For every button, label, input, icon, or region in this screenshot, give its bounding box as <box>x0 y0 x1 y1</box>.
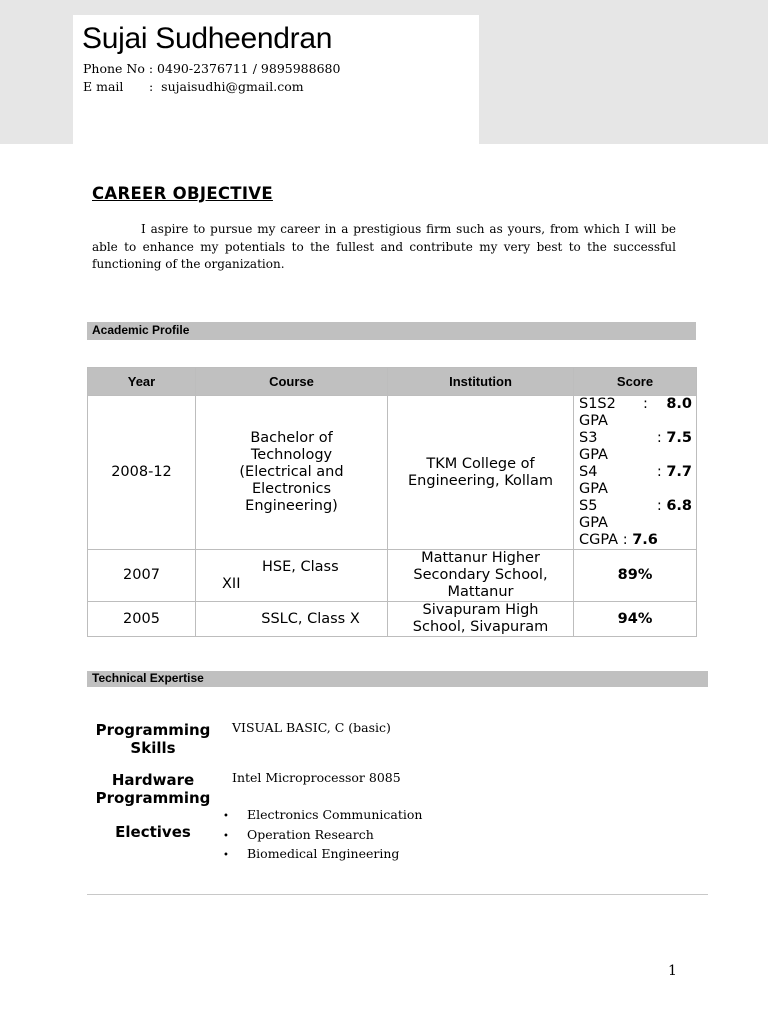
career-objective-text: I aspire to pursue my career in a prestigious firm such as yours, from which I will be able to enhance my potentials to the fullest and contribute my very best to the successful functioning of the organization. <box>92 222 676 271</box>
score-s4: S4 : 7.7 <box>579 464 692 480</box>
course-cell: HSE, Class XII <box>196 550 388 602</box>
score-cgpa: CGPA : 7.6 <box>579 532 658 548</box>
phone-line <box>83 61 340 76</box>
year-cell: 2005 <box>88 602 196 637</box>
bullet-icon: • <box>223 811 229 822</box>
career-objective-title: CAREER OBJECTIVE <box>92 184 273 203</box>
score-cell: 89% <box>574 550 697 602</box>
email-line <box>83 79 304 94</box>
score-cell: S1S2 : 8.0 GPA S3 : 7.5 GPA S4 : 7.7 GPA S5 : 6.8 GPA CGPA : 7.6 <box>574 396 697 550</box>
candidate-name: Sujai Sudheendran <box>82 22 333 55</box>
email-value: sujaisudhi@gmail.com <box>161 79 304 94</box>
phone-label: Phone No : <box>83 61 154 76</box>
table-header-row <box>88 368 697 396</box>
column-header-score: Score <box>574 368 697 396</box>
score-s1s2: S1S2 : 8.0 <box>579 396 692 412</box>
year-cell: 2007 <box>88 550 196 602</box>
academic-table <box>87 367 697 637</box>
page-number: 1 <box>668 963 677 979</box>
column-header-institution: Institution <box>388 368 574 396</box>
table-row <box>88 602 697 637</box>
column-header-course: Course <box>196 368 388 396</box>
electives-list <box>223 805 422 864</box>
programming-skills-value: VISUAL BASIC, C (basic) <box>232 720 391 735</box>
bullet-icon: • <box>223 850 229 861</box>
score-s5: S5 : 6.8 <box>579 498 692 514</box>
phone-value: 0490-2376711 / 9895988680 <box>157 61 341 76</box>
hardware-programming-value: Intel Microprocessor 8085 <box>232 770 401 785</box>
year-cell: 2008-12 <box>88 396 196 550</box>
email-separator: : <box>149 79 154 94</box>
institution-cell: Sivapuram High School, Sivapuram <box>388 602 574 637</box>
email-label: E mail <box>83 79 124 94</box>
course-cell: Bachelor of Technology (Electrical and Electronics Engineering) <box>196 396 388 550</box>
hardware-programming-label: Hardware Programming <box>95 771 211 807</box>
list-item: • Electronics Communication <box>223 805 422 825</box>
list-item: • Biomedical Engineering <box>223 844 422 864</box>
course-cell: SSLC, Class X <box>196 602 388 637</box>
institution-cell: TKM College of Engineering, Kollam <box>388 396 574 550</box>
score-cell: 94% <box>574 602 697 637</box>
institution-cell: Mattanur Higher Secondary School, Mattanur <box>388 550 574 602</box>
electives-label: Electives <box>115 823 191 841</box>
table-row <box>88 396 697 550</box>
technical-expertise-header: Technical Expertise <box>87 671 708 687</box>
section-divider <box>87 894 708 895</box>
column-header-year: Year <box>88 368 196 396</box>
academic-profile-header: Academic Profile <box>87 322 696 340</box>
programming-skills-label: Programming Skills <box>95 721 211 757</box>
list-item: • Operation Research <box>223 825 422 845</box>
score-s3: S3 : 7.5 <box>579 430 692 446</box>
bullet-icon: • <box>223 830 229 842</box>
table-row <box>88 550 697 602</box>
